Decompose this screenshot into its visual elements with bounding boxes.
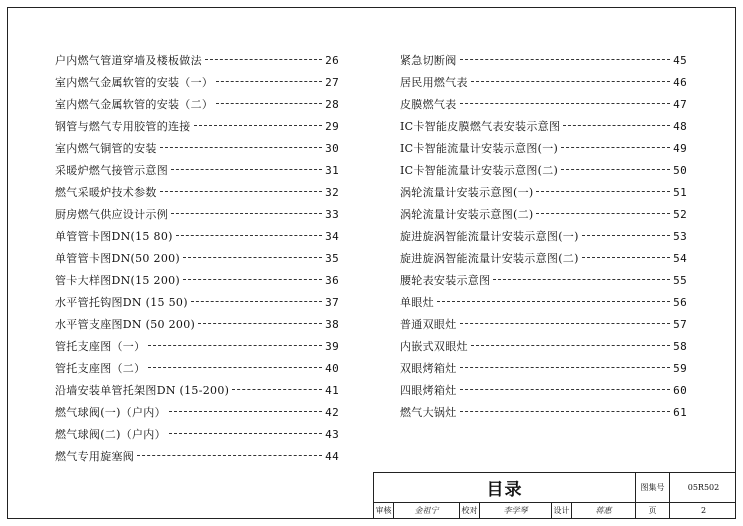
toc-leader-dashes — [460, 103, 671, 104]
toc-leader-dashes — [460, 323, 671, 324]
toc-entry-page: 26 — [325, 54, 339, 67]
toc-entry-page: 35 — [325, 252, 339, 265]
toc-leader-dashes — [137, 455, 322, 456]
toc-entry-title: 燃气采暖炉技术参数 — [55, 186, 157, 199]
toc-entry-page: 36 — [325, 274, 339, 287]
toc-leader-dashes — [561, 147, 670, 148]
toc-leader-dashes — [232, 389, 322, 390]
toc-leader-dashes — [216, 103, 322, 104]
toc-entry-title: 燃气专用旋塞阀 — [55, 450, 135, 463]
toc-leader-dashes — [148, 345, 322, 346]
toc-entry-title: 单眼灶 — [400, 296, 434, 309]
toc-entry[interactable] — [400, 316, 687, 338]
toc-leader-dashes — [194, 125, 323, 126]
toc-leader-dashes — [171, 169, 322, 170]
toc-entry[interactable] — [55, 184, 339, 206]
toc-right-column — [400, 52, 687, 426]
toc-leader-dashes — [169, 433, 322, 434]
toc-entry-title: 室内燃气金属软管的安装（二） — [55, 98, 214, 111]
toc-entry-page: 42 — [325, 406, 339, 419]
toc-entry-title: 腰轮表安装示意图 — [400, 274, 491, 287]
toc-entry-page: 56 — [673, 296, 687, 309]
toc-entry-title: 室内燃气金属软管的安装（一） — [55, 76, 214, 89]
toc-leader-dashes — [160, 191, 322, 192]
toc-entry-title: 沿墙安装单管托架图DN (15-200) — [55, 384, 230, 397]
toc-entry[interactable] — [400, 118, 687, 140]
toc-entry[interactable] — [400, 184, 687, 206]
toc-entry-title: 居民用燃气表 — [400, 76, 468, 89]
toc-entry[interactable] — [400, 162, 687, 184]
toc-entry-page: 55 — [673, 274, 687, 287]
toc-entry-page: 29 — [325, 120, 339, 133]
toc-entry-page: 39 — [325, 340, 339, 353]
toc-entry[interactable] — [400, 96, 687, 118]
toc-entry[interactable] — [55, 250, 339, 272]
toc-entry[interactable] — [400, 404, 687, 426]
toc-leader-dashes — [582, 257, 670, 258]
toc-entry[interactable] — [55, 228, 339, 250]
toc-entry-page: 27 — [325, 76, 339, 89]
toc-entry-page: 40 — [325, 362, 339, 375]
check-signature: 李学琴 — [480, 502, 552, 519]
toc-entry-title: 燃气球阀(一)（户内） — [55, 406, 166, 419]
toc-entry-page: 34 — [325, 230, 339, 243]
toc-entry[interactable] — [55, 272, 339, 294]
toc-leader-dashes — [148, 367, 322, 368]
toc-entry-title: 单管管卡图DN(15 80) — [55, 230, 173, 243]
toc-leader-dashes — [493, 279, 670, 280]
toc-entry-title: 内嵌式双眼灶 — [400, 340, 468, 353]
toc-entry[interactable] — [55, 316, 339, 338]
toc-entry-page: 57 — [673, 318, 687, 331]
toc-entry-page: 44 — [325, 450, 339, 463]
atlas-number: 05R502 — [687, 483, 720, 492]
toc-entry-page: 31 — [325, 164, 339, 177]
toc-entry-title: 管卡大样图DN(15 200) — [55, 274, 181, 287]
toc-entry-page: 49 — [673, 142, 687, 155]
toc-entry[interactable] — [55, 448, 339, 470]
atlas-number-label: 图集号 — [636, 473, 670, 502]
toc-entry[interactable] — [400, 140, 687, 162]
toc-entry[interactable] — [400, 294, 687, 316]
toc-entry-title: 单管管卡图DN(50 200) — [55, 252, 181, 265]
toc-entry-title: 旋进旋涡智能流量计安装示意图(二) — [400, 252, 579, 265]
toc-entry-title: 燃气球阀(二)（户内） — [55, 428, 166, 441]
toc-entry-title: 涡轮流量计安装示意图(二) — [400, 208, 534, 221]
toc-entry-title: IC卡智能流量计安装示意图(二) — [400, 164, 559, 177]
toc-entry-page: 61 — [673, 406, 687, 419]
design-signature: 蒋惠 — [572, 502, 636, 519]
toc-entry[interactable] — [400, 206, 687, 228]
toc-entry-title: 厨房燃气供应设计示例 — [55, 208, 168, 221]
toc-leader-dashes — [160, 147, 322, 148]
toc-entry-title: 四眼烤箱灶 — [400, 384, 457, 397]
toc-entry-page: 50 — [673, 164, 687, 177]
toc-entry-page: 48 — [673, 120, 687, 133]
toc-leader-dashes — [460, 367, 671, 368]
page-number: 2 — [700, 506, 707, 515]
toc-entry-page: 38 — [325, 318, 339, 331]
toc-entry-title: 燃气大锅灶 — [400, 406, 457, 419]
toc-entry-title: 管托支座图（一） — [55, 340, 146, 353]
toc-entry-title: 水平管支座图DN (50 200) — [55, 318, 196, 331]
toc-entry[interactable] — [55, 382, 339, 404]
toc-leader-dashes — [582, 235, 670, 236]
toc-leader-dashes — [191, 301, 322, 302]
toc-entry-page: 53 — [673, 230, 687, 243]
document-title: 目录 — [374, 473, 636, 502]
toc-entry-page: 47 — [673, 98, 687, 111]
toc-entry-title: 户内燃气管道穿墙及楼板做法 — [55, 54, 202, 67]
toc-entry[interactable] — [400, 338, 687, 360]
toc-entry-page: 51 — [673, 186, 687, 199]
toc-entry-page: 33 — [325, 208, 339, 221]
toc-leader-dashes — [471, 345, 670, 346]
toc-leader-dashes — [169, 411, 322, 412]
toc-entry[interactable] — [55, 52, 339, 74]
toc-entry[interactable] — [400, 272, 687, 294]
toc-entry-page: 32 — [325, 186, 339, 199]
toc-left-column — [55, 52, 339, 470]
review-signature: 金祖宁 — [394, 502, 460, 519]
toc-entry-page: 41 — [325, 384, 339, 397]
toc-entry-page: 54 — [673, 252, 687, 265]
toc-entry-title: 水平管托钩图DN (15 50) — [55, 296, 188, 309]
toc-entry-page: 58 — [673, 340, 687, 353]
review-label: 审核 — [374, 502, 394, 519]
toc-leader-dashes — [183, 257, 322, 258]
toc-entry[interactable] — [400, 250, 687, 272]
toc-entry-title: 室内燃气铜管的安装 — [55, 142, 157, 155]
toc-entry[interactable] — [400, 228, 687, 250]
toc-leader-dashes — [205, 59, 322, 60]
toc-entry-title: 双眼烤箱灶 — [400, 362, 457, 375]
toc-entry[interactable] — [400, 52, 687, 74]
toc-leader-dashes — [536, 191, 670, 192]
toc-entry-title: 涡轮流量计安装示意图(一) — [400, 186, 534, 199]
toc-entry-title: 采暖炉燃气接管示意图 — [55, 164, 168, 177]
toc-entry-title: 紧急切断阀 — [400, 54, 457, 67]
toc-entry-page: 28 — [325, 98, 339, 111]
title-block-top-row — [374, 473, 736, 503]
toc-entry-page: 60 — [673, 384, 687, 397]
toc-entry[interactable] — [55, 74, 339, 96]
toc-leader-dashes — [176, 235, 322, 236]
toc-leader-dashes — [171, 213, 322, 214]
toc-entry-page: 45 — [673, 54, 687, 67]
toc-entry[interactable] — [55, 206, 339, 228]
toc-entry-page: 43 — [325, 428, 339, 441]
toc-entry-page: 37 — [325, 296, 339, 309]
toc-entry[interactable] — [400, 382, 687, 404]
toc-entry-title: 旋进旋涡智能流量计安装示意图(一) — [400, 230, 579, 243]
toc-leader-dashes — [183, 279, 322, 280]
toc-entry[interactable] — [55, 140, 339, 162]
toc-leader-dashes — [460, 389, 671, 390]
design-label: 设计 — [552, 502, 572, 519]
toc-entry-page: 52 — [673, 208, 687, 221]
toc-leader-dashes — [216, 81, 322, 82]
toc-entry[interactable] — [55, 360, 339, 382]
toc-entry-title: 钢管与燃气专用胶管的连接 — [55, 120, 191, 133]
toc-entry-title: IC卡智能流量计安装示意图(一) — [400, 142, 559, 155]
toc-entry[interactable] — [55, 404, 339, 426]
toc-entry[interactable] — [55, 294, 339, 316]
toc-entry-title: 皮膜燃气表 — [400, 98, 457, 111]
title-block — [373, 472, 736, 519]
toc-entry-page: 46 — [673, 76, 687, 89]
toc-entry-page: 59 — [673, 362, 687, 375]
toc-entry[interactable] — [55, 96, 339, 118]
toc-leader-dashes — [437, 301, 670, 302]
toc-entry[interactable] — [55, 118, 339, 140]
page-label: 页 — [636, 502, 670, 519]
title-block-bottom-row — [374, 502, 736, 519]
toc-leader-dashes — [460, 411, 671, 412]
toc-entry[interactable] — [400, 74, 687, 96]
check-label: 校对 — [460, 502, 480, 519]
toc-entry[interactable] — [55, 162, 339, 184]
toc-leader-dashes — [561, 169, 670, 170]
toc-leader-dashes — [563, 125, 670, 126]
toc-leader-dashes — [471, 81, 670, 82]
toc-entry-title: 管托支座图（二） — [55, 362, 146, 375]
toc-leader-dashes — [536, 213, 670, 214]
toc-entry-page: 30 — [325, 142, 339, 155]
toc-entry[interactable] — [55, 426, 339, 448]
toc-entry-title: 普通双眼灶 — [400, 318, 457, 331]
toc-entry[interactable] — [400, 360, 687, 382]
toc-leader-dashes — [198, 323, 322, 324]
toc-entry[interactable] — [55, 338, 339, 360]
toc-entry-title: IC卡智能皮膜燃气表安装示意图 — [400, 120, 561, 133]
toc-leader-dashes — [460, 59, 671, 60]
